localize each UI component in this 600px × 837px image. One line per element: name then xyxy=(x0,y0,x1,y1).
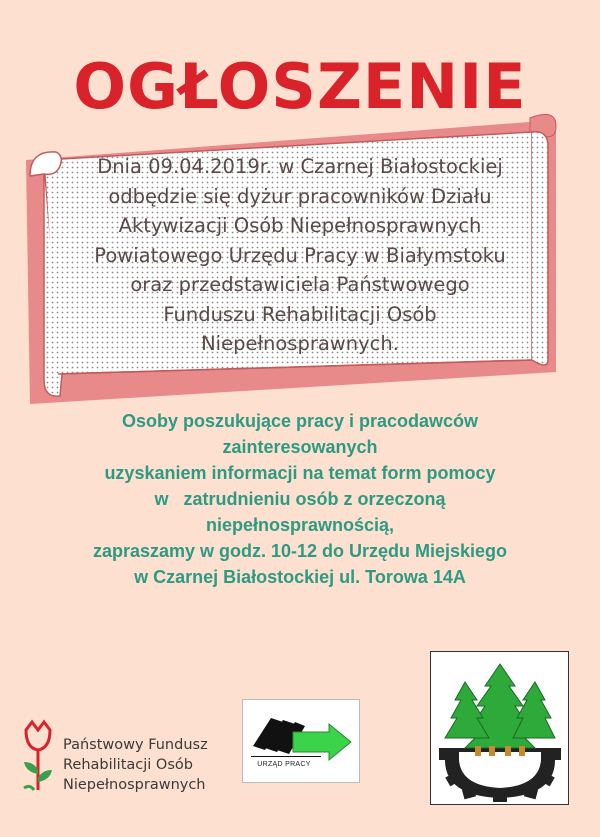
scroll-text xyxy=(62,152,538,359)
scroll-line: Dnia 09.04.2019r. w Czarnej Białostockiej xyxy=(97,155,503,178)
coat-of-arms xyxy=(430,651,569,805)
notice-line: Osoby poszukujące pracy i pracodawców xyxy=(121,411,479,431)
notice-line: uzyskaniem informacji na temat form pomocy xyxy=(104,463,496,483)
notice-line: zapraszamy w godz. 10-12 do Urzędu Miejskiego xyxy=(92,541,508,561)
pfron-line: Niepełnosprawnych xyxy=(63,777,206,793)
notice-line: w zatrudnieniu osób z orzeczoną xyxy=(154,489,446,509)
scroll-line: oraz przedstawiciela Państwowego xyxy=(130,273,470,296)
coat-of-arms-icon xyxy=(431,652,568,804)
scroll-line: Powiatowego Urzędu Pracy w Białymstoku xyxy=(94,243,506,267)
scroll-line: odbędzie się dyżur pracowników Działu xyxy=(108,184,492,208)
pfron-line: Państwowy Fundusz xyxy=(63,737,208,753)
urzad-pracy-logo xyxy=(242,699,360,783)
urzad-pracy-label: URZĄD PRACY xyxy=(257,761,311,768)
notice-line: w Czarnej Białostockiej ul. Torowa 14A xyxy=(134,567,466,587)
scroll-line: Funduszu Rehabilitacji Osób xyxy=(163,302,437,326)
urzad-pracy-logo-icon xyxy=(243,700,361,784)
tulip-logo-icon xyxy=(18,718,58,798)
scroll-line: Aktywizacji Osób Niepełnosprawnych xyxy=(118,214,482,237)
notice-text xyxy=(0,408,600,590)
scroll-line: Niepełnosprawnych. xyxy=(201,332,399,355)
pfron-name xyxy=(63,735,208,795)
notice-line: zainteresowanych xyxy=(222,437,378,457)
notice-line: niepełnosprawnością, xyxy=(205,515,395,535)
page-title: OGŁOSZENIE xyxy=(73,50,527,123)
pfron-line: Rehabilitacji Osób xyxy=(63,757,193,773)
